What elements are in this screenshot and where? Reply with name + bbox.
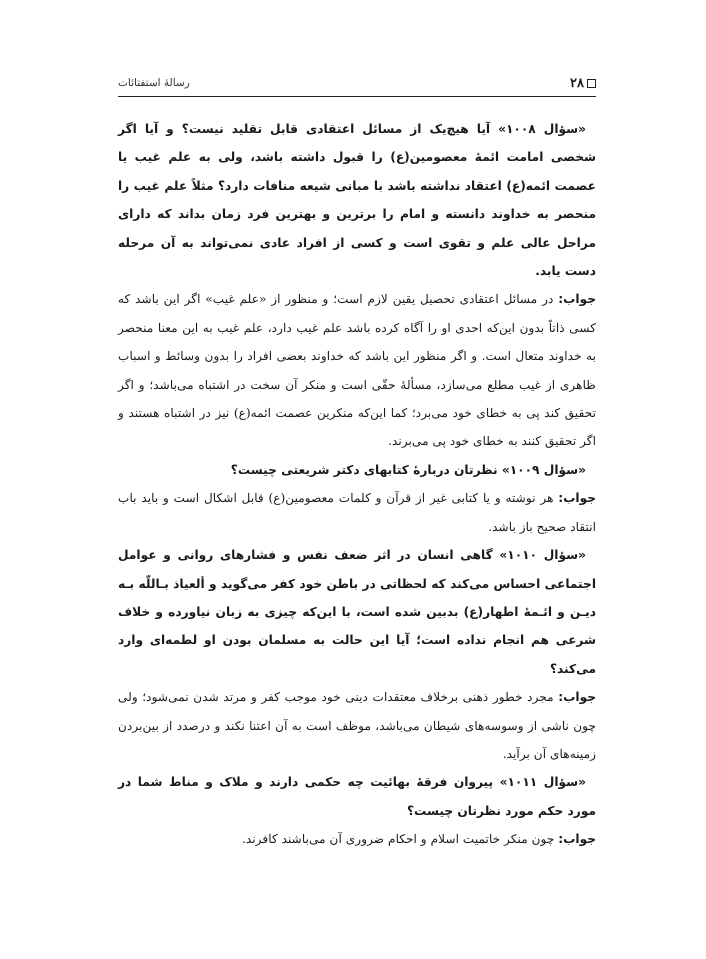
question-label: «سؤال ۱۰۰۸»: [498, 122, 586, 136]
question-label: «سؤال ۱۰۱۰»: [499, 548, 586, 563]
page-content: [118, 115, 596, 854]
answer-text: در مسائل اعتقادی تحصیل یقین لازم است؛ و منظور از «علم غیب» اگر این باشد که کسی ذاتاً بدون این‌که احدی او را آگاه کرده باشد علم غیب دارد، علم غیب به این معنا منحصر به خداوند متعال است. و اگر منظور این باشد که خداوند بعضی افراد را بدون وسائط و اسباب ظاهری از غیب مطلع می‌سازد، مسألهٔ حقّی است و منکر آن سخت در اشتباه می‌باشد؛ و اگر تحقیق کند پی به خطای خود می‌برد؛ کما این‌که منکرین عصمت ائمه(ع) نیز در اشتباه هستند و اگر تحقیق کنند به خطای خود پی می‌برند.: [118, 292, 596, 449]
question-label: «سؤال ۱۰۰۹»: [501, 462, 586, 477]
answer-text: چون منکر خاتمیت اسلام و احکام ضروری آن می‌باشند کافرند.: [242, 832, 555, 847]
answer-text: مجرد خطور ذهنی برخلاف معتقدات دینی خود موجب کفر و مرتد شدن نمی‌شود؛ ولی چون ناشی از وسوسه‌های شیطان می‌باشد، موظف است به آن اعتنا نکند و درصدد از بین‌بردن زمینه‌های آن برآید.: [118, 690, 596, 761]
question-1010: [118, 541, 596, 683]
document-page: [118, 70, 596, 900]
answer-1010: [118, 683, 596, 768]
answer-1011: [118, 825, 596, 853]
page-number-group: [570, 76, 596, 91]
question-text: نظرتان دربارهٔ کتابهای دکتر شریعتی چیست؟: [230, 462, 498, 477]
question-text: آیا هیچ‌یک از مسائل اعتقادی قابل تقلید نیست؟ و آیا اگر شخصی امامت ائمهٔ معصومین(ع) را قبول داشته باشد، ولی به علم غیب یا عصمت ائمه(ع) اعتقاد نداشته باشد با مبانی شیعه منافات دارد؟ مثلاً علم غیب را منحصر به خداوند دانسته و امام را برترین و بهترین فرد زمان بداند که دارای مراحل عالی علم و تقوی است و کسی از افراد عادی نمی‌تواند به آن مرحله دست یابد.: [118, 122, 596, 279]
answer-label: جواب:: [558, 832, 596, 847]
answer-1008: [118, 285, 596, 455]
square-icon: [587, 79, 596, 88]
question-1011: [118, 768, 596, 825]
page-number: ۲۸: [570, 75, 584, 91]
page-header: [118, 70, 596, 97]
answer-label: جواب:: [558, 491, 596, 506]
answer-text: هر نوشته و یا کتابی غیر از قرآن و کلمات معصومین(ع) قابل اشکال است و باید باب انتقاد صحیح باز باشد.: [118, 491, 596, 534]
question-1008: [118, 115, 596, 285]
question-text: گاهی انسان در اثر ضعف نفس و فشارهای روانی و عوامل اجتماعی احساس می‌کند که لحظاتی در باطن خود کفر می‌گوید و ألعیاذ بـاللّه بـه دیـن و ائـمهٔ اطهار(ع) بدبین شده است، با این‌که چیزی به زبان نیاورده و خلاف شرعی هم انجام نداده است؛ آیا این حالت به مسلمان بودن او لطمه‌ای وارد می‌کند؟: [118, 548, 596, 676]
answer-label: جواب:: [558, 292, 597, 307]
running-title: رسالهٔ استفتائات: [118, 77, 190, 89]
answer-1009: [118, 484, 596, 541]
answer-label: جواب:: [558, 690, 597, 705]
question-1009: [118, 456, 596, 484]
question-label: «سؤال ۱۰۱۱»: [499, 775, 586, 790]
question-text: پیروان فرقهٔ بهائیت چه حکمی دارند و ملاک و مناط شما در مورد حکم مورد نظرتان چیست؟: [118, 775, 596, 818]
